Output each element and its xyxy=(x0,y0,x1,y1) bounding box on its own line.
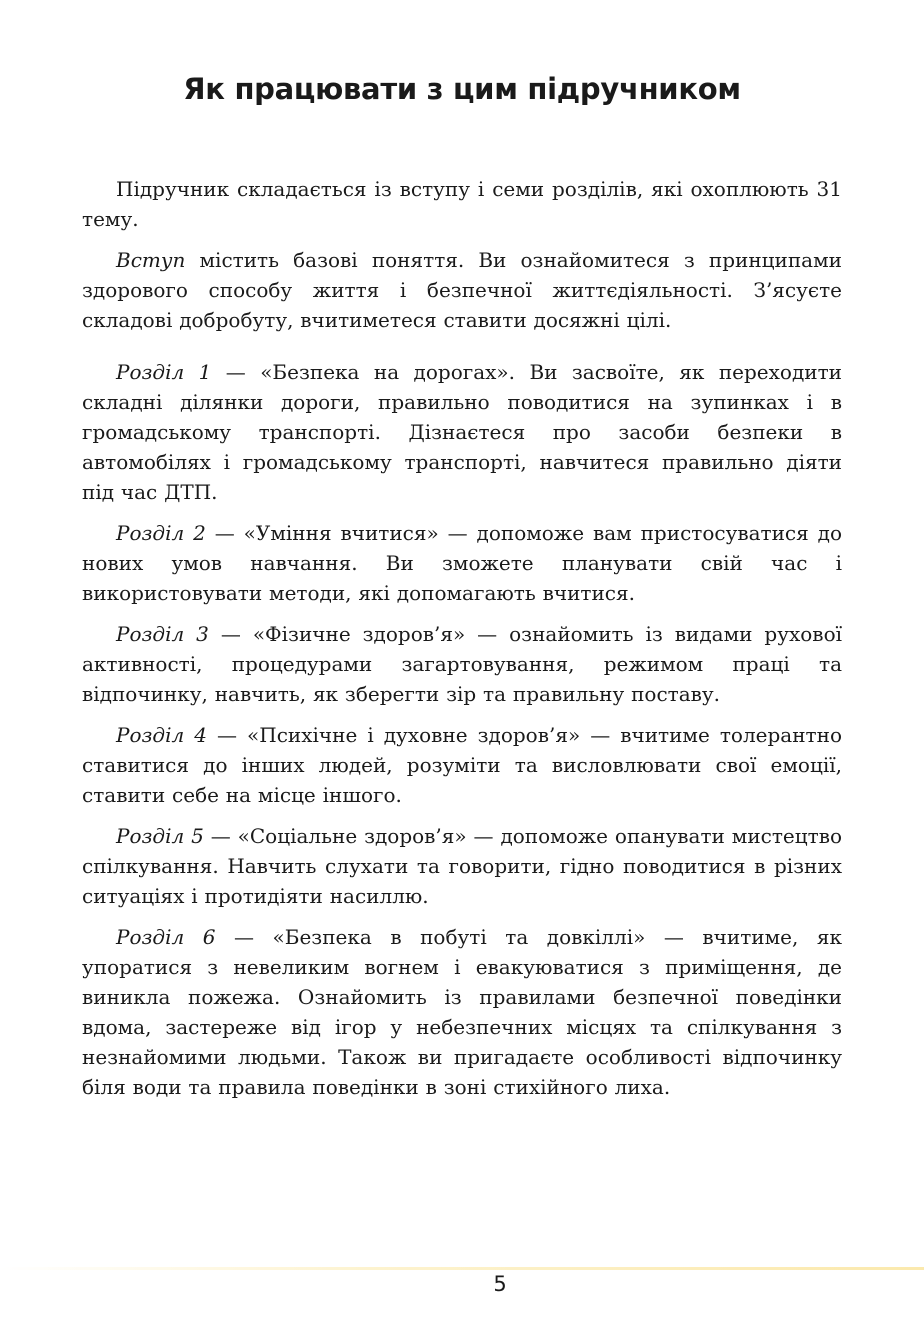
paragraph-text: Підручник складається із вступу і семи розділів, які охоплюють 31 тему. xyxy=(82,177,842,231)
paragraph-lead: Розділ 6 xyxy=(116,925,216,949)
paragraph-section-1 xyxy=(82,357,842,507)
paragraph-section-4 xyxy=(82,720,842,810)
paragraph-lead: Розділ 2 xyxy=(116,521,206,545)
page-number: 5 xyxy=(493,1272,507,1296)
body-text xyxy=(82,174,842,1113)
paragraph-intro xyxy=(82,174,842,234)
paragraph-lead: Вступ xyxy=(116,248,186,272)
paragraph-text: — «Соціальне здоров’я» — допоможе опанувати мистецтво спілкування. Навчить слухати та говорити, гідно поводитися в різних ситуаціях і протидіяти насиллю. xyxy=(82,824,842,908)
paragraph-lead: Розділ 1 xyxy=(116,360,212,384)
paragraph-section-2 xyxy=(82,518,842,608)
paragraph-introduction xyxy=(82,245,842,335)
paragraph-lead: Розділ 3 xyxy=(116,622,209,646)
paragraph-section-6 xyxy=(82,922,842,1102)
footer-divider xyxy=(0,1267,924,1270)
paragraph-text: — «Уміння вчитися» — допоможе вам пристосуватися до нових умов навчання. Ви зможете планувати свій час і використовувати методи, які допомагають вчитися. xyxy=(82,521,842,605)
paragraph-text: — «Фізичне здоров’я» — ознайомить із видами рухової активності, процедурами загартовування, режимом праці та відпочинку, навчить, як зберегти зір та правильну поставу. xyxy=(82,622,843,706)
paragraph-text: — «Безпека в побуті та довкіллі» — вчитиме, як упоратися з невеликим вогнем і евакуюватися з приміщення, де виникла пожежа. Ознайомить із правилами безпечної поведінки вдома, застереже від ігор у небезпечних місцях та спілкування з незнайомими людьми. Також ви пригадаєте особливості відпочинку біля води та правила поведінки в зоні стихійного лиха. xyxy=(82,925,842,1099)
paragraph-section-5 xyxy=(82,821,842,911)
paragraph-section-3 xyxy=(82,619,842,709)
paragraph-lead: Розділ 4 xyxy=(116,723,207,747)
paragraph-lead: Розділ 5 xyxy=(116,824,204,848)
paragraph-text: містить базові поняття. Ви ознайомитеся з принципами здорового способу життя і безпечної життєдіяльності. З’ясуєте складові добробуту, вчитиметеся ставити досяжні цілі. xyxy=(82,248,842,332)
paragraph-text: — «Безпека на дорогах». Ви засвоїте, як переходити складні ділянки дороги, правильно поводитися на зупинках і в громадському транспорті. Дізнаєтеся про засоби безпеки в автомобілях і громадському транспорті, навчитеся правильно діяти під час ДТП. xyxy=(82,360,842,504)
paragraph-text: — «Психічне і духовне здоров’я» — вчитиме толерантно ставитися до інших людей, розуміти та висловлювати свої емоції, ставити себе на місце іншого. xyxy=(82,723,842,807)
page-title: Як працювати з цим підручником xyxy=(183,72,741,106)
